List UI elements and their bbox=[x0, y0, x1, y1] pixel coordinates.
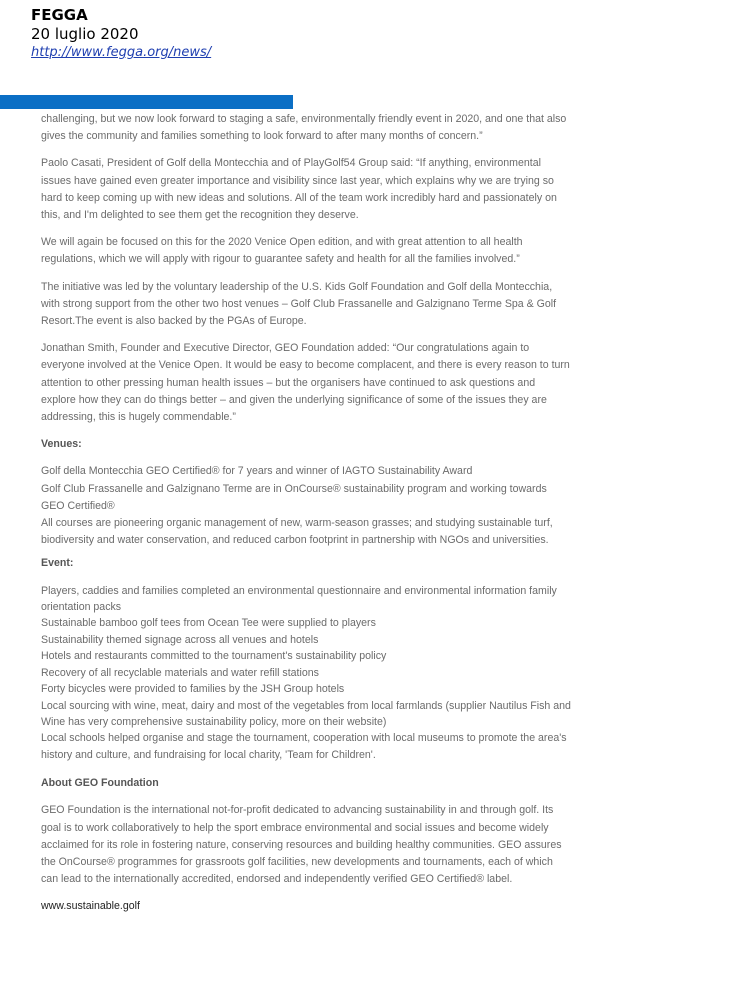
event-heading: Event: bbox=[41, 557, 74, 570]
website-link[interactable]: www.sustainable.golf bbox=[41, 900, 140, 913]
list-item: Local sourcing with wine, meat, dairy and most of the vegetables from local farmlands (supplier Nautilus Fish and Wine has very comprehensive sustainability policy, more on their website) bbox=[41, 699, 571, 728]
clipping-header bbox=[31, 6, 211, 62]
accent-bar bbox=[0, 95, 293, 109]
article-body bbox=[41, 111, 571, 916]
source-name: FEGGA bbox=[31, 6, 88, 24]
list-item: Golf della Montecchia GEO Certified® for 7 years and winner of IAGTO Sustainability Award bbox=[41, 465, 473, 478]
list-item: Local schools helped organise and stage the tournament, cooperation with local museums to promote the area's history and culture, and fundraising for local charity, 'Team for Children'. bbox=[41, 732, 567, 761]
venues-list bbox=[41, 463, 571, 549]
source-link[interactable]: http://www.fegga.org/news/ bbox=[31, 45, 212, 60]
list-item: Hotels and restaurants committed to the tournament's sustainability policy bbox=[41, 650, 387, 663]
list-item: Sustainable bamboo golf tees from Ocean Tee were supplied to players bbox=[41, 617, 376, 630]
paragraph-initiative: The initiative was led by the voluntary leadership of the U.S. Kids Golf Foundation and Golf della Montecchia, with strong support from the other two host venues – Golf Club Frassanelle and Galzignano Terme Spa & Golf Resort.The event is also backed by the PGAs of Europe. bbox=[41, 280, 557, 328]
venues-heading: Venues: bbox=[41, 438, 82, 451]
list-item: Golf Club Frassanelle and Galzignano Terme are in OnCourse® sustainability program and working towards GEO Certified® bbox=[41, 482, 547, 512]
paragraph-smith-quote: Jonathan Smith, Founder and Executive Director, GEO Foundation added: “Our congratulations again to everyone involved at the Venice Open. It would be easy to become complacent, and there is every reason to turn attention to other pressing human health issues – but the organisers have continued to ask questions and explore how they can do things better – and given the underlying significance of some of the issues they are addressing, this is hugely commendable.” bbox=[41, 342, 570, 424]
list-item: Forty bicycles were provided to families by the JSH Group hotels bbox=[41, 683, 345, 696]
list-item: Players, caddies and families completed an environmental questionnaire and environmental information family orientation packs bbox=[41, 584, 557, 614]
paragraph-venice-open: We will again be focused on this for the 2020 Venice Open edition, and with great attention to all health regulations, which we will apply with rigour to guarantee safety and health for all the families involved.” bbox=[41, 236, 523, 266]
about-heading: About GEO Foundation bbox=[41, 777, 159, 790]
publication-date: 20 luglio 2020 bbox=[31, 25, 139, 43]
event-list bbox=[41, 583, 571, 763]
list-item: Recovery of all recyclable materials and water refill stations bbox=[41, 666, 319, 679]
paragraph-1: challenging, but we now look forward to staging a safe, environmentally friendly event in 2020, and one that also gives the community and families something to look forward to after many months of concern.” bbox=[41, 113, 567, 143]
about-paragraph: GEO Foundation is the international not-for-profit dedicated to advancing sustainability in and through golf. Its goal is to work collaboratively to help the sport embrace environmental and social issues and become widely acclaimed for its role in fostering nature, conserving resources and building healthy communities. GEO assures the OnCourse® programmes for grassroots golf facilities, new developments and tournaments, each of which can lead to the internationally accredited, endorsed and independently verified GEO Certified® label. bbox=[41, 804, 562, 886]
paragraph-casati-quote: Paolo Casati, President of Golf della Montecchia and of PlayGolf54 Group said: “If anything, environmental issues have gained even greater importance and visibility since last year, which explains why we are trying so hard to keep coming up with new ideas and solutions. All of the team work incredibly hard and passionately on this, and I'm delighted to see them get the recognition they deserve. bbox=[41, 157, 557, 222]
list-item: All courses are pioneering organic management of new, warm-season grasses; and studying sustainable turf, biodiversity and water conservation, and reduced carbon footprint in partnership with NGOs and universities. bbox=[41, 517, 553, 547]
list-item: Sustainability themed signage across all venues and hotels bbox=[41, 633, 319, 646]
